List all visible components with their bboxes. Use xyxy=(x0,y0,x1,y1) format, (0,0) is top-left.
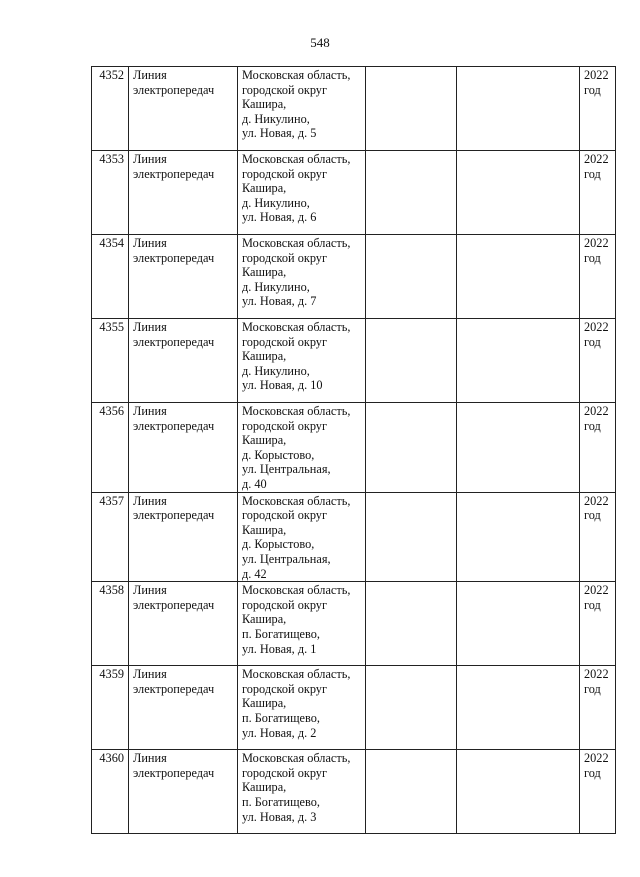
object-address: Московская область, городской округ Кашира, п. Богатищево, ул. Новая, д. 1 xyxy=(238,582,366,666)
empty-cell xyxy=(457,319,580,403)
row-number: 4352 xyxy=(92,67,129,151)
object-name: Линия электропередач xyxy=(129,750,238,834)
empty-cell xyxy=(457,750,580,834)
object-address: Московская область, городской округ Кашира, д. Никулино, ул. Новая, д. 7 xyxy=(238,235,366,319)
row-number: 4358 xyxy=(92,582,129,666)
year-cell: 2022 год xyxy=(580,582,616,666)
object-address: Московская область, городской округ Кашира, д. Никулино, ул. Новая, д. 5 xyxy=(238,67,366,151)
year-cell: 2022 год xyxy=(580,750,616,834)
empty-cell xyxy=(457,582,580,666)
table-row xyxy=(92,750,616,834)
empty-cell xyxy=(366,151,457,235)
year-cell: 2022 год xyxy=(580,67,616,151)
object-name: Линия электропередач xyxy=(129,67,238,151)
year-cell: 2022 год xyxy=(580,492,616,582)
table-row xyxy=(92,582,616,666)
empty-cell xyxy=(366,666,457,750)
table-row xyxy=(92,403,616,493)
row-number: 4359 xyxy=(92,666,129,750)
empty-cell xyxy=(457,151,580,235)
object-address: Московская область, городской округ Кашира, д. Никулино, ул. Новая, д. 10 xyxy=(238,319,366,403)
object-address: Московская область, городской округ Кашира, д. Никулино, ул. Новая, д. 6 xyxy=(238,151,366,235)
row-number: 4360 xyxy=(92,750,129,834)
empty-cell xyxy=(457,403,580,493)
empty-cell xyxy=(366,492,457,582)
empty-cell xyxy=(366,235,457,319)
table-row xyxy=(92,666,616,750)
row-number: 4357 xyxy=(92,492,129,582)
object-name: Линия электропередач xyxy=(129,235,238,319)
year-cell: 2022 год xyxy=(580,319,616,403)
table-row xyxy=(92,492,616,582)
empty-cell xyxy=(366,403,457,493)
row-number: 4354 xyxy=(92,235,129,319)
table-row xyxy=(92,67,616,151)
year-cell: 2022 год xyxy=(580,235,616,319)
empty-cell xyxy=(366,319,457,403)
table-row xyxy=(92,235,616,319)
empty-cell xyxy=(457,492,580,582)
empty-cell xyxy=(366,67,457,151)
table-row xyxy=(92,151,616,235)
object-name: Линия электропередач xyxy=(129,151,238,235)
empty-cell xyxy=(457,67,580,151)
empty-cell xyxy=(366,582,457,666)
object-name: Линия электропередач xyxy=(129,319,238,403)
registry-table xyxy=(91,66,616,834)
object-name: Линия электропередач xyxy=(129,492,238,582)
object-name: Линия электропередач xyxy=(129,582,238,666)
row-number: 4355 xyxy=(92,319,129,403)
empty-cell xyxy=(457,666,580,750)
year-cell: 2022 год xyxy=(580,666,616,750)
empty-cell xyxy=(366,750,457,834)
table-row xyxy=(92,319,616,403)
object-address: Московская область, городской округ Кашира, п. Богатищево, ул. Новая, д. 3 xyxy=(238,750,366,834)
year-cell: 2022 год xyxy=(580,151,616,235)
object-name: Линия электропередач xyxy=(129,666,238,750)
object-address: Московская область, городской округ Кашира, д. Корыстово, ул. Центральная, д. 40 xyxy=(238,403,366,493)
object-address: Московская область, городской округ Кашира, д. Корыстово, ул. Центральная, д. 42 xyxy=(238,492,366,582)
row-number: 4353 xyxy=(92,151,129,235)
object-name: Линия электропередач xyxy=(129,403,238,493)
page-number: 548 xyxy=(310,35,330,50)
year-cell: 2022 год xyxy=(580,403,616,493)
object-address: Московская область, городской округ Кашира, п. Богатищево, ул. Новая, д. 2 xyxy=(238,666,366,750)
row-number: 4356 xyxy=(92,403,129,493)
empty-cell xyxy=(457,235,580,319)
